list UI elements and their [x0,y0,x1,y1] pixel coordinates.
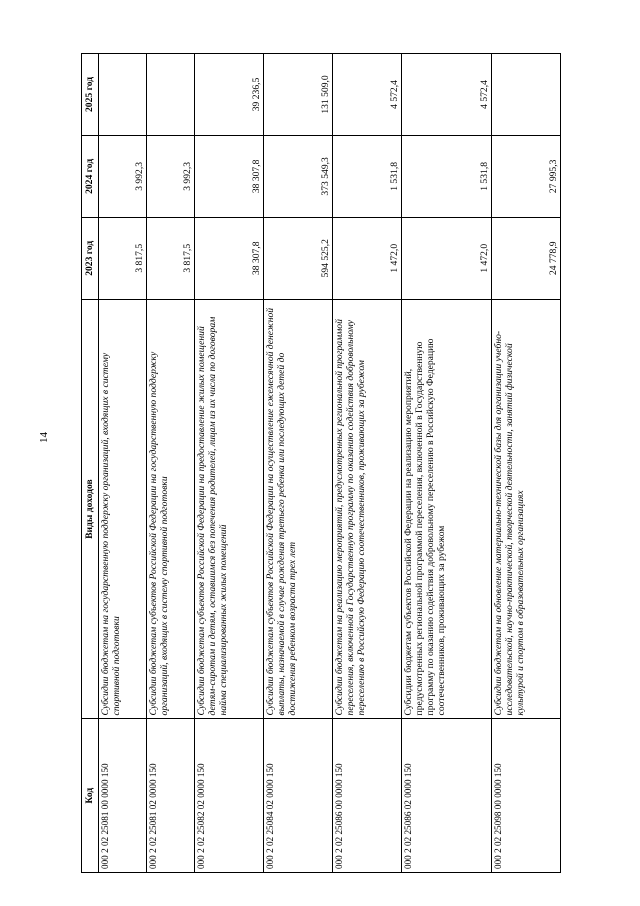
table-header-row [82,54,99,873]
table-row [401,54,491,873]
cell-description: Субсидии бюджетам субъектов Российской Федерации на реализацию мероприятий, предусмотренных региональной программой переселения, включенной в Государственную программу по оказанию содействия добровольному переселению в Российскую Федерацию соотечественников, проживающих за рубежом [401,299,491,719]
table-row [491,54,560,873]
cell-2024: 38 307,8 [194,135,263,217]
cell-2025 [99,54,147,136]
cell-2023: 24 778,9 [491,217,560,299]
cell-description: Субсидии бюджетам субъектов Российской Федерации на осуществление ежемесячной денежной выплаты, назначаемой в случае рождения третьего ребенка или последующих детей до достижения ребенком возраста трех лет [263,299,332,719]
cell-2023: 3 817,5 [99,217,147,299]
cell-code: 000 2 02 25086 00 0000 150 [332,719,401,873]
revenue-table-container [81,53,561,873]
cell-2024: 373 549,3 [263,135,332,217]
cell-description: Субсидии бюджетам субъектов Российской Федерации на государственную поддержку организаций, входящих в систему спортивной подготовки [146,299,194,719]
header-year-2025: 2025 год [82,54,99,136]
page-number: 14 [38,432,50,443]
cell-code: 000 2 02 25086 02 0000 150 [401,719,491,873]
cell-description: Субсидии бюджетам на государственную поддержку организаций, входящих в систему спортивной подготовки [99,299,147,719]
cell-2025: 39 236,5 [194,54,263,136]
header-revenue-type: Виды доходов [82,299,99,719]
cell-2023: 3 817,5 [146,217,194,299]
cell-2024: 1 531,8 [332,135,401,217]
cell-code: 000 2 02 25081 02 0000 150 [146,719,194,873]
cell-description: Субсидии бюджетам на реализацию мероприятий, предусмотренных региональной программой переселения, включенной в Государственную программу по оказанию содействия добровольному переселению в Российскую Федерацию соотечественников, проживающих за рубежом [332,299,401,719]
table-row [194,54,263,873]
cell-2025: 4 572,4 [401,54,491,136]
revenue-table [81,53,561,873]
header-year-2023: 2023 год [82,217,99,299]
table-row [146,54,194,873]
table-row [263,54,332,873]
cell-2025: 131 509,0 [263,54,332,136]
cell-code: 000 2 02 25082 02 0000 150 [194,719,263,873]
cell-2025: 4 572,4 [332,54,401,136]
cell-2025 [146,54,194,136]
cell-code: 000 2 02 25081 00 0000 150 [99,719,147,873]
cell-2023: 38 307,8 [194,217,263,299]
cell-2023: 1 472,0 [401,217,491,299]
cell-2024: 1 531,8 [401,135,491,217]
cell-2023: 1 472,0 [332,217,401,299]
header-year-2024: 2024 год [82,135,99,217]
header-code: Код [82,719,99,873]
cell-2024: 3 992,3 [99,135,147,217]
cell-2023: 594 525,2 [263,217,332,299]
cell-2025 [491,54,560,136]
cell-code: 000 2 02 25084 02 0000 150 [263,719,332,873]
cell-description: Субсидии бюджетам субъектов Российской Федерации на предоставление жилых помещений детям-сиротам и детям, оставшимся без попечения родителей, лицам из их числа по договорам найма специализированных жилых помещений [194,299,263,719]
table-row [99,54,147,873]
cell-code: 000 2 02 25098 00 0000 150 [491,719,560,873]
table-row [332,54,401,873]
cell-2024: 3 992,3 [146,135,194,217]
cell-2024: 27 995,3 [491,135,560,217]
cell-description: Субсидии бюджетам на обновление материально-технической базы для организации учебно-исследовательской, научно-практической, творческой деятельности, занятий физической культурой и спортом в образовательных организациях [491,299,560,719]
